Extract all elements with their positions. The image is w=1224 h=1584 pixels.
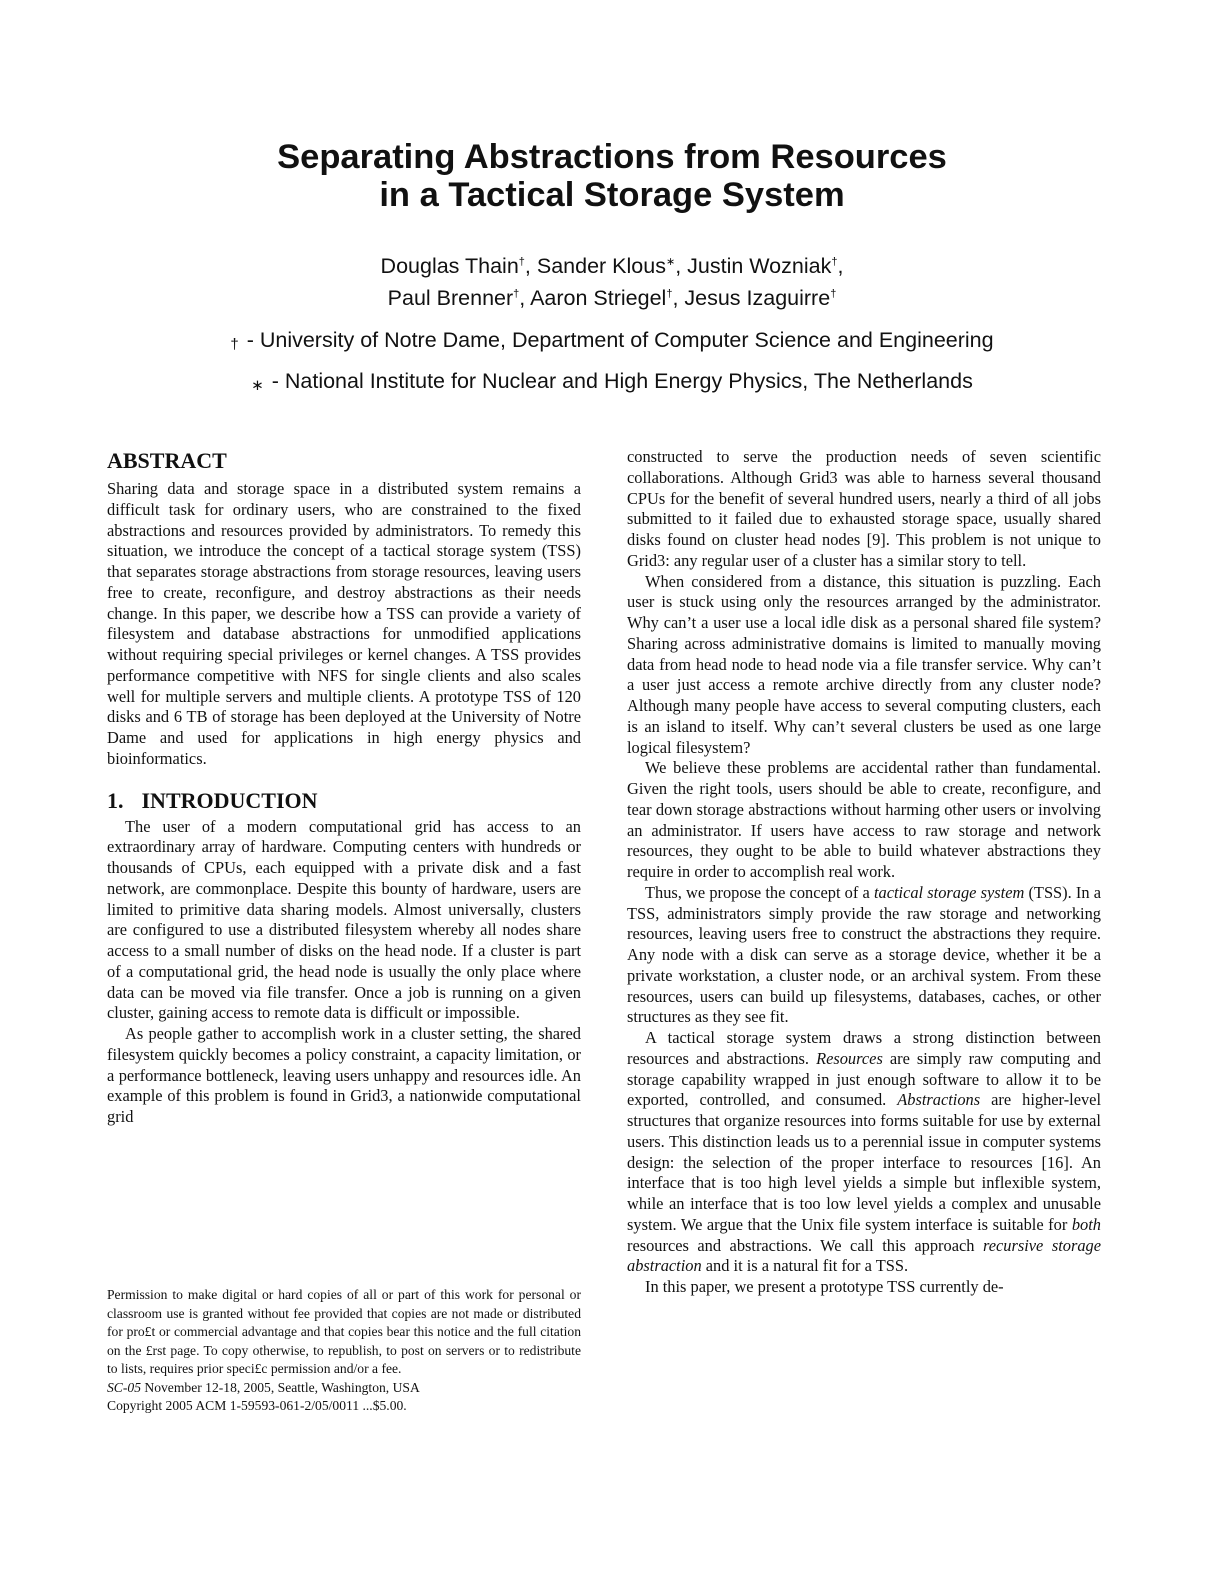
intro-paragraph-1: The user of a modern computational grid has access to an extraordinary array of hardware. Computing centers with hundreds or thousands of CPUs, each equipped with a private disk and a fast network, are commonplace. Despite this bounty of hardware, users are limited to primitive data sharing models. Almost universally, clusters are configured to use a distributed filesystem whereby all nodes share access to a small number of disks on the head node. If a cluster is part of a computational grid, the head node is usually the only place where data can be moved via file transfer. Once a job is running on a given cluster, gaining access to remote data is difficult or impossible. [107, 816, 581, 1023]
body-paragraph-accidental: We believe these problems are accidental rather than fundamental. Given the right tools, users should be able to create, reconfigure, and tear down storage abstractions without harming other users or involving an administrator. If users have access to raw storage and network resources, they ought to be able to build whatever abstractions they require in order to accomplish real work. [627, 758, 1101, 881]
author-name: Douglas Thain [380, 254, 519, 278]
author-separator: , [837, 254, 844, 278]
emphasis: recursive storage abstraction [627, 1235, 1101, 1276]
affiliation-mark: † [831, 255, 838, 268]
body-paragraph-prototype: In this paper, we present a prototype TSS currently de- [645, 1277, 1004, 1296]
text-run: Thus, we propose the concept of a [645, 882, 874, 902]
affiliation-mark: † [830, 287, 837, 300]
body-paragraph-continued: constructed to serve the production needs of seven scientific collaborations. Although Grid3 was able to harness several thousand CPUs for the benefit of several hundred users, nearly a third of all jobs submitted to it failed due to exhausted storage space, usually shared disks found on cluster head nodes [9]. This problem is not unique to Grid3: any regular user of a cluster has a similar story to tell. [627, 447, 1101, 570]
affiliation-text: - University of Notre Dame, Department of Computer Science and Engineering [240, 328, 994, 352]
author-name: Sander Klous [536, 254, 666, 278]
text-run: and it is a natural fit for a TSS. [701, 1256, 909, 1276]
intro-paragraph-2: As people gather to accomplish work in a cluster setting, the shared filesystem quickly becomes a policy constraint, a capacity limitation, or a performance bottleneck, leaving users unhappy and resources idle. An example of this problem is found in Grid3, a nationwide computational grid [107, 1024, 581, 1126]
author-separator: , [519, 286, 531, 310]
body-paragraph-tss [627, 883, 1101, 1028]
author-name: Aaron Striegel [530, 286, 667, 310]
author-line-2 [0, 282, 1224, 314]
conference-details: November 12-18, 2005, Seattle, Washington, USA [140, 1379, 420, 1395]
left-column [107, 447, 581, 1128]
emphasis: both [1071, 1214, 1101, 1234]
permission-notice [107, 1286, 581, 1416]
permission-text: Permission to make digital or hard copies of all or part of this work for personal or classroom use is granted without fee provided that copies are not made or distributed for pro£t or commercial advantage and that copies bear this notice and the full citation on the £rst page. To copy otherwise, to republish, to post on servers or to redistribute to lists, requires prior speci£c permission and/or a fee. [107, 1287, 581, 1376]
author-separator: , [524, 254, 537, 278]
section-number: 1. [107, 787, 124, 813]
affiliation-mark: ∗ [665, 255, 676, 268]
body-paragraph-distance: When considered from a distance, this situation is puzzling. Each user is stuck using only the resources arranged by the administrator. Why can’t a user use a local idle disk as a personal shared file system? Sharing across administrative domains is limited to manually moving data from head node to head node via a file transfer service. Why can’t a user just access a remote archive directly from any cluster node? Although many people have access to several computing clusters, each is an island to itself. Why can’t several clusters be used as one large logical filesystem? [627, 571, 1101, 757]
right-column [627, 447, 1101, 1298]
abstract-heading: ABSTRACT [107, 448, 227, 473]
author-name: Justin Wozniak [687, 254, 832, 278]
text-run: (TSS). In a TSS, administrators simply provide the raw storage and networking resources, leaving users free to construct the abstractions they require. Any node with a disk can serve as a storage device, whether it be a private workstation, a cluster node, or an archival system. From these resources, users can build up filesystems, databases, caches, or other structures as they see fit. [627, 882, 1101, 1027]
text-run: A tactical storage system draws a strong distinction between resources and abstractions. [627, 1028, 1101, 1068]
section-heading-introduction [107, 787, 581, 815]
affiliation-nikhef [0, 363, 1224, 404]
emphasis: tactical storage system [873, 882, 1025, 902]
text-run: are higher-level structures that organize resources into forms suitable for use by external users. This distinction leads us to a perennial issue in computer systems design: the selection of the proper interface to resources [16]. An interface that is too high level yields a simple but inflexible system, while an interface that is too low level yields a complex and unusable system. We argue that the Unix file system interface is suitable for [627, 1090, 1102, 1234]
affiliation-mark: † [518, 255, 525, 268]
paper-title-line-1: Separating Abstractions from Resources [277, 138, 947, 176]
author-line-1 [0, 250, 1224, 282]
paper-title-line-2: in a Tactical Storage System [379, 176, 845, 214]
conference-name: SC-05 [107, 1379, 141, 1395]
abstract-text: Sharing data and storage space in a distributed system remains a difficult task for ordinary users, who are constrained to the fixed abstractions and resources provided by administrators. To remedy this situation, we introduce the concept of a tactical storage system (TSS) that separates storage abstractions from storage resources, leaving users free to create, reconfigure, and destroy abstractions as their needs change. In this paper, we describe how a TSS can provide a variety of filesystem and database abstractions for unmodified applications without requiring special privileges or kernel changes. A TSS provides performance competitive with NFS for single clients and also scales well for multiple servers and multiple clients. A prototype TSS of 120 disks and 6 TB of storage has been deployed at the University of Notre Dame and used for applications in high energy physics and bioinformatics. [107, 479, 581, 768]
affiliation-text: - National Institute for Nuclear and High Energy Physics, The Netherlands [265, 369, 973, 393]
affiliation-notre-dame [0, 322, 1224, 363]
author-separator: , [675, 254, 688, 278]
section-title: INTRODUCTION [141, 787, 318, 813]
text-run: resources and abstractions. We call this approach [627, 1235, 983, 1255]
author-name: Paul Brenner [387, 286, 514, 310]
emphasis: Resources [816, 1048, 883, 1068]
conference-line [107, 1379, 581, 1398]
affiliation-list [0, 322, 1224, 404]
affiliation-symbol: † [230, 336, 239, 353]
author-name: Jesus Izaguirre [684, 286, 831, 310]
author-separator: , [672, 286, 685, 310]
text-run: are simply raw computing and storage capability wrapped in just enough software to allow it to be exported, controlled, and consumed. [627, 1048, 1102, 1110]
affiliation-mark: † [666, 287, 673, 300]
author-list [0, 250, 1224, 314]
body-paragraph-resources [627, 1028, 1101, 1277]
title-block [0, 138, 1224, 404]
affiliation-mark: † [513, 287, 520, 300]
emphasis: Abstractions [897, 1090, 981, 1110]
copyright-line: Copyright 2005 ACM 1-59593-061-2/05/0011 ...$5.00. [107, 1398, 407, 1413]
affiliation-symbol: ∗ [251, 377, 264, 394]
